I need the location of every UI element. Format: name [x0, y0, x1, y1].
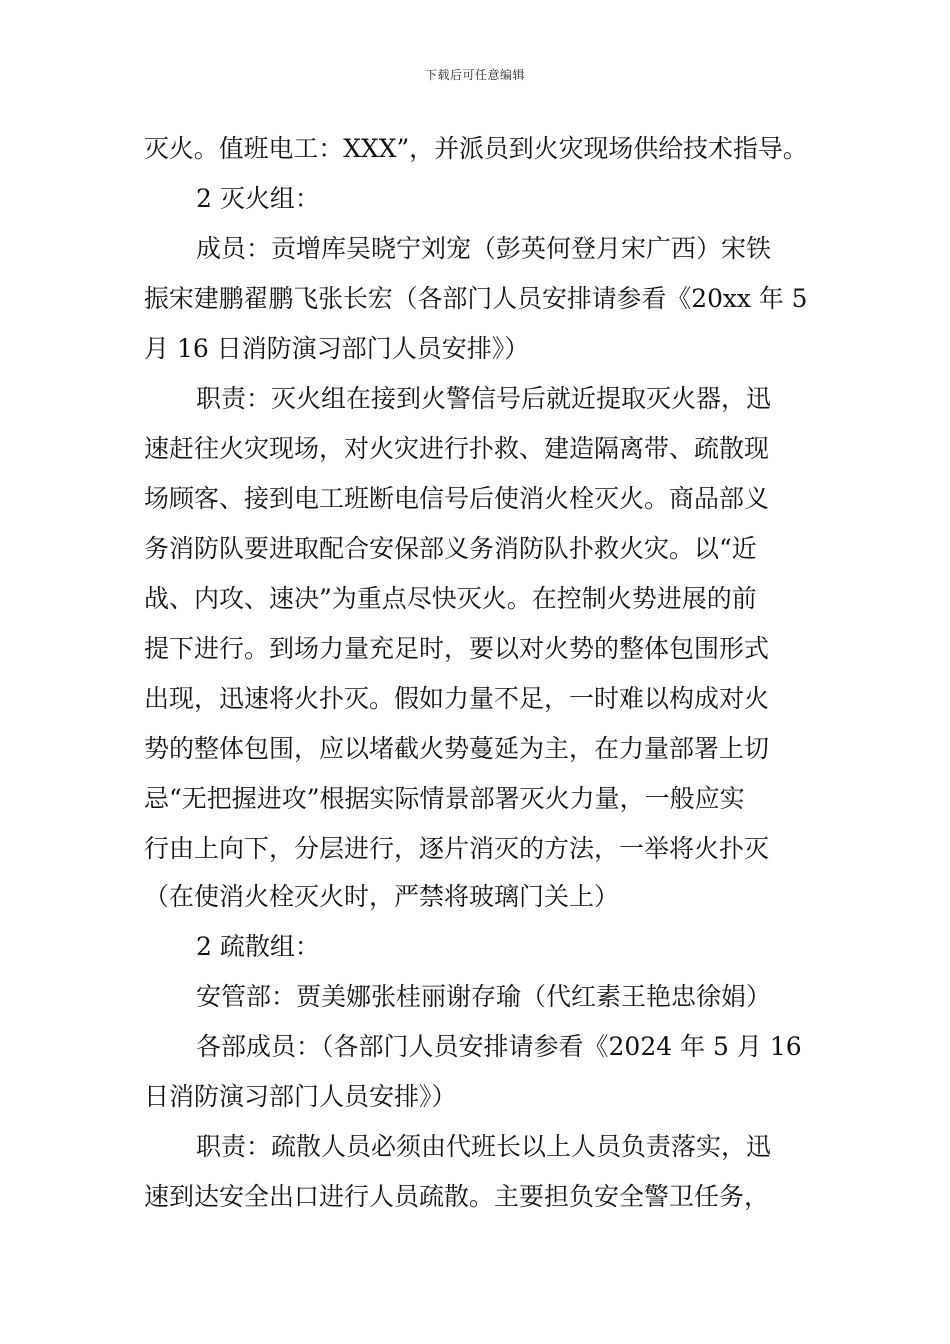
paragraph-line: 成员：贡增库吴晓宁刘宠（彭英何登月宋广西）宋铁 [196, 234, 772, 263]
paragraph-line: 行由上向下，分层进行，逐片消灭的方法，一举将火扑灭 [144, 834, 770, 863]
paragraph-line: 势的整体包围，应以堵截火势蔓延为主，在力量部署上切 [144, 734, 770, 763]
paragraph-line: 忌“无把握进攻”根据实际情景部署灭火力量，一般应实 [144, 784, 745, 813]
paragraph-line: （在使消火栓灭火时，严禁将玻璃门关上） [144, 882, 620, 911]
page-header: 下载后可任意编辑 [424, 68, 525, 82]
section-heading: 2 疏散组： [196, 932, 320, 961]
paragraph-line: 灭火。值班电工：XXX”，并派员到火灾现场供给技术指导。 [144, 134, 808, 163]
paragraph-line: 职责：灭火组在接到火警信号后就近提取灭火器，迅 [196, 384, 772, 413]
paragraph-line: 月 16 日消防演习部门人员安排》） [144, 334, 530, 363]
paragraph-line: 提下进行。到场力量充足时，要以对火势的整体包围形式 [144, 634, 770, 663]
paragraph-line: 日消防演习部门人员安排》） [144, 1082, 457, 1111]
paragraph-line: 战、内攻、速决”为重点尽快灭火。在控制火势进展的前 [144, 584, 757, 613]
paragraph-line: 各部成员：（各部门人员安排请参看《2024 年 5 月 16 [196, 1032, 802, 1061]
paragraph-line: 速赶往火灾现场，对火灾进行扑救、建造隔离带、疏散现 [144, 434, 770, 463]
paragraph-line: 职责：疏散人员必须由代班长以上人员负责落实，迅 [196, 1132, 772, 1161]
paragraph-line: 振宋建鹏翟鹏飞张长宏（各部门人员安排请参看《20xx 年 5 [144, 284, 808, 313]
paragraph-line: 速到达安全出口进行人员疏散。主要担负安全警卫任务， [144, 1182, 770, 1211]
paragraph-line: 出现，迅速将火扑灭。假如力量不足，一时难以构成对火 [144, 684, 770, 713]
paragraph-line: 务消防队要进取配合安保部义务消防队扑救火灾。以“近 [144, 534, 757, 563]
paragraph-line: 安管部：贾美娜张桂丽谢存瑜（代红素王艳忠徐娟） [196, 982, 772, 1011]
paragraph-line: 场顾客、接到电工班断电信号后使消火栓灭火。商品部义 [144, 484, 770, 513]
section-heading: 2 灭火组： [196, 184, 320, 213]
